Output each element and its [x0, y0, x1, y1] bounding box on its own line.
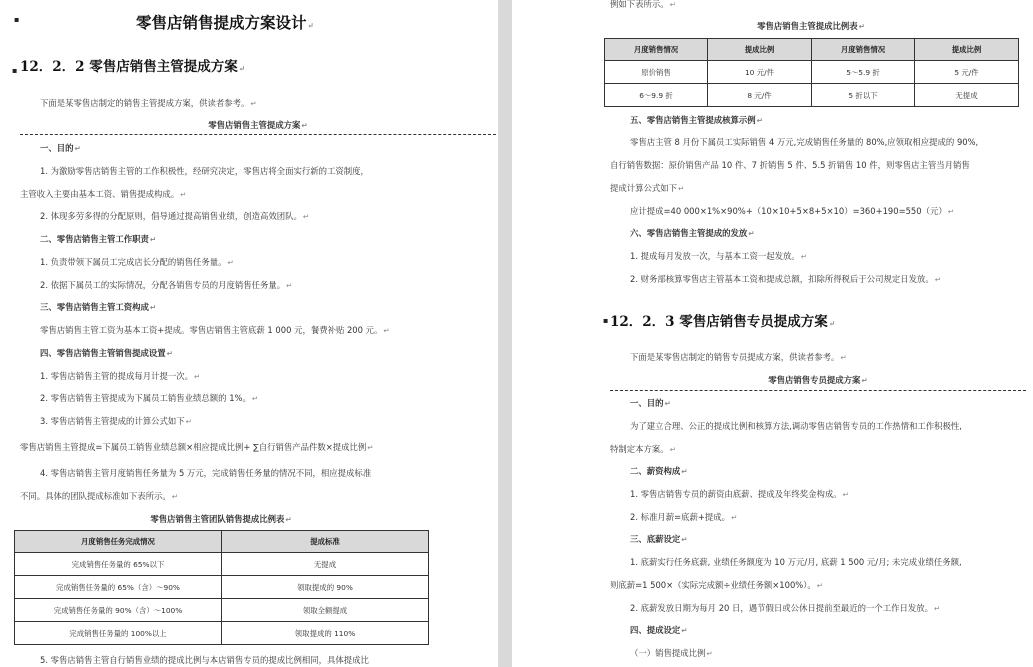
paragraph: 1. 为激励零售店销售主管的工作积极性，经研究决定，零售店将全面实行新的工资制度， — [40, 166, 369, 176]
table-cell: 10 元/件 — [708, 61, 812, 84]
heading-example: 五、零售店销售主管提成核算示例↵ — [630, 115, 763, 125]
paragraph: 1. 零售店销售专员的薪资由底薪、提成及年终奖金构成。↵ — [630, 489, 849, 499]
table-cell: 5 元/件 — [915, 61, 1019, 84]
table-cell: 领取全额提成 — [222, 599, 429, 622]
paragraph: 1. 底薪实行任务底薪, 业绩任务额度为 10 万元/月, 底薪 1 500 元/月; 未完成业绩任务额, — [630, 557, 962, 567]
paragraph: 1. 提成每月发放一次，与基本工资一起发放。↵ — [630, 251, 808, 261]
intro-paragraph: 下面是某零售店制定的销售专员提成方案，供读者参考。↵ — [630, 352, 847, 362]
paragraph: 4. 零售店销售主管月度销售任务量为 5 万元，完成销售任务量的情况不同，相应提成标准 — [40, 468, 372, 478]
table-cell: 完成销售任务量的 65%（含）～90% — [15, 576, 222, 599]
table-header-cell: 提成比例 — [708, 39, 812, 61]
table-cell: 6～9.9 折 — [605, 84, 708, 107]
paragraph: 自行销售数据：原价销售产品 10 件、7 折销售 5 件、5.5 折销售 10 件，则零售店主管当月销售 — [610, 160, 970, 170]
table-cell: 5 折以下 — [812, 84, 915, 107]
dashed-divider — [20, 134, 496, 135]
heading-commission-settings: 四、零售店销售主管销售提成设置↵ — [40, 348, 173, 358]
heading-duties: 二、零售店销售主管工作职责↵ — [40, 234, 157, 244]
table-header-row — [15, 531, 429, 553]
table-row — [15, 599, 429, 622]
table-cell: 无提成 — [915, 84, 1019, 107]
table2-title: 零售店销售主管提成比例表↵ — [757, 21, 865, 31]
table-cell: 原价销售 — [605, 61, 708, 84]
table-row — [605, 61, 1019, 84]
paragraph: 则底薪=1 500×（实际完成额÷业绩任务额×100%）。↵ — [610, 580, 824, 590]
heading-salary-structure: 三、零售店销售主管工资构成↵ — [40, 302, 157, 312]
paragraph: 主管收入主要由基本工资、销售提成构成。↵ — [20, 189, 187, 199]
paragraph-bullet: ▪ — [14, 15, 20, 24]
commission-rate-table — [604, 38, 1019, 107]
paragraph: 2. 依据下属员工的实际情况，分配各销售专员的月度销售任务量。↵ — [40, 280, 293, 290]
paragraph: 2. 底薪发放日期为每月 20 日，遇节假日或公休日提前至最近的一个工作日发放。↵ — [630, 603, 941, 613]
table-header-cell: 月度销售情况 — [605, 39, 708, 61]
paragraph: 1. 负责带领下属员工完成店长分配的销售任务量。↵ — [40, 257, 234, 267]
plan-title: 零售店销售主管提成方案↵ — [208, 120, 308, 130]
intro-paragraph: 下面是某零售店制定的销售主管提成方案，供读者参考。↵ — [40, 98, 257, 108]
paragraph: 2. 零售店销售主管提成为下属员工销售业绩总额的 1%。↵ — [40, 393, 259, 403]
heading-commission: 四、提成设定↵ — [630, 625, 688, 635]
table-header-row — [605, 39, 1019, 61]
table1-title: 零售店销售主管团队销售提成比例表↵ — [150, 514, 292, 524]
document-page-left — [0, 0, 498, 667]
doc-title: 零售店销售提成方案设计↵ — [136, 13, 314, 32]
table-cell: 8 元/件 — [708, 84, 812, 107]
paragraph: 零售店销售主管工资为基本工资+提成。零售店销售主管底薪 1 000 元，餐费补贴 200 元。↵ — [40, 325, 390, 335]
paragraph: 2. 财务部核算零售店主管基本工资和提成总额，扣除所得税后于公司规定日发放。↵ — [630, 274, 942, 284]
paragraph-bullet: ▪ — [12, 66, 18, 75]
table-cell: 5～5.9 折 — [812, 61, 915, 84]
formula-line: 零售店销售主管提成=下属员工销售业绩总额×相应提成比例+ ∑自行销售产品件数×提成比例↵ — [20, 442, 374, 452]
page-gutter — [498, 0, 512, 667]
paragraph: 3. 零售店销售主管提成的计算公式如下↵ — [40, 416, 192, 426]
table-cell: 完成销售任务量的 90%（含）～100% — [15, 599, 222, 622]
plan2-title: 零售店销售专员提成方案↵ — [768, 375, 868, 385]
paragraph: （一）销售提成比例↵ — [630, 648, 713, 658]
paragraph: 特制定本方案。↵ — [610, 444, 676, 454]
table-row — [15, 576, 429, 599]
paragraph: 2. 体现多劳多得的分配原则，倡导通过提高销售业绩，创造高效团队。↵ — [40, 211, 310, 221]
table-header-cell: 提成标准 — [222, 531, 429, 553]
paragraph: 5. 零售店销售主管自行销售业绩的提成比例与本店销售专员的提成比例相同，具体提成比 — [40, 655, 369, 665]
formula-line: 应计提成=40 000×1%×90%+（10×10+5×8+5×10）=360+190=550（元）↵ — [630, 206, 954, 216]
table-row — [15, 553, 429, 576]
dashed-divider — [610, 390, 1026, 391]
table-header-cell: 提成比例 — [915, 39, 1019, 61]
document-page-right — [512, 0, 1033, 667]
paragraph: 不同。具体的团队提成标准如下表所示。↵ — [20, 491, 179, 501]
paragraph: 零售店主管 8 月份下属员工实际销售 4 万元,完成销售任务量的 80%,应领取相应提成的 90%, — [630, 137, 979, 147]
table-cell: 完成销售任务量的 100%以上 — [15, 622, 222, 645]
table-cell: 领取提成的 110% — [222, 622, 429, 645]
paragraph: 2. 标准月薪=底薪+提成。↵ — [630, 512, 738, 522]
table-cell: 完成销售任务量的 65%以下 — [15, 553, 222, 576]
heading-distribution: 六、零售店销售主管提成的发放↵ — [630, 228, 755, 238]
section-heading-12-2-3: 12．2．3 零售店销售专员提成方案↵ — [610, 314, 836, 330]
table-cell: 无提成 — [222, 553, 429, 576]
paragraph: 为了建立合理、公正的提成比例和核算方法,调动零售店销售专员的工作热情和工作积极性, — [630, 421, 962, 431]
paragraph: 1. 零售店销售主管的提成每月计提一次。↵ — [40, 371, 201, 381]
heading-base-pay: 三、底薪设定↵ — [630, 534, 688, 544]
table-header-cell: 月度销售情况 — [812, 39, 915, 61]
paragraph: 例如下表所示。↵ — [610, 0, 676, 9]
heading-purpose: 一、目的↵ — [40, 143, 81, 153]
heading-purpose: 一、目的↵ — [630, 398, 671, 408]
paragraph: 提成计算公式如下↵ — [610, 183, 685, 193]
table-cell: 领取提成的 90% — [222, 576, 429, 599]
heading-pay-structure: 二、薪资构成↵ — [630, 466, 688, 476]
paragraph-bullet: ▪ — [603, 316, 609, 325]
section-heading-12-2-2: 12．2．2 零售店销售主管提成方案↵ — [20, 59, 246, 75]
table-row — [15, 622, 429, 645]
table-row — [605, 84, 1019, 107]
table-header-cell: 月度销售任务完成情况 — [15, 531, 222, 553]
team-commission-table — [14, 530, 429, 645]
